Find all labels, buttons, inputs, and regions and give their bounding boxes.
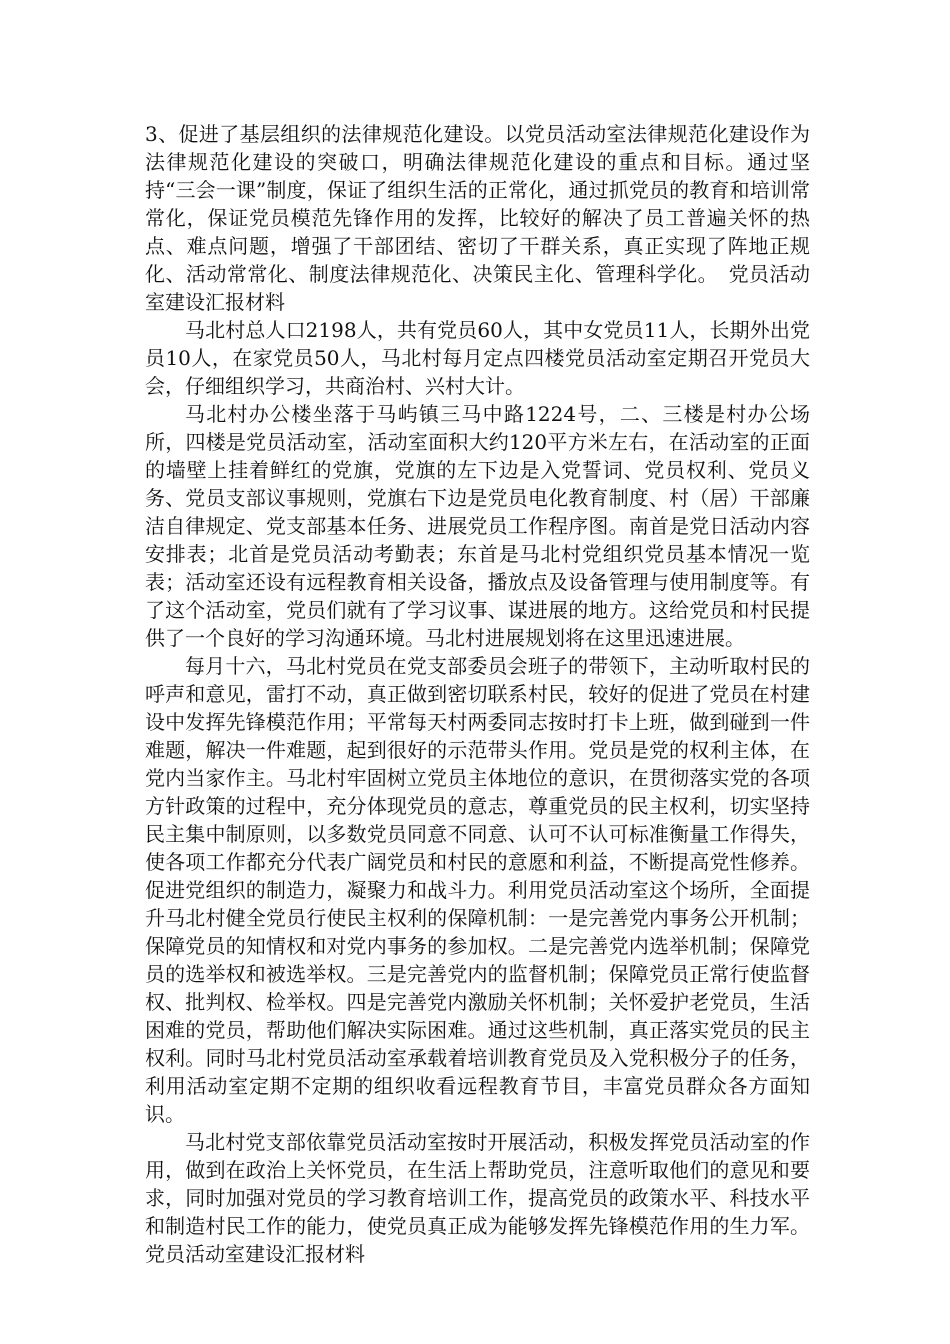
paragraph-branch-work: 马北村党支部依靠党员活动室按时开展活动，积极发挥党员活动室的作用，做到在政治上关怀党员，在生活上帮助党员，注意听取他们的意见和要求，同时加强对党员的学习教育培训工作，提高党员的政策水平、科技水平和制造村民工作的能力，使党员真正成为能够发挥先锋模范作用的生力军。党员活动室建设汇报材料	[145, 1130, 810, 1266]
paragraph-activity-room: 马北村办公楼坐落于马屿镇三马中路1224号，二、三楼是村办公场所，四楼是党员活动室，活动室面积大约120平方米左右，在活动室的正面的墙壁上挂着鲜红的党旗，党旗的左下边是入党誓词、党员权利、党员义务、党员支部议事规则，党旗右下边是党员电化教育制度、村（居）干部廉洁自律规定、党支部基本任务、进展党员工作程序图。南首是党日活动内容安排表；北首是党员活动考勤表；东首是马北村党组织党员基本情况一览表；活动室还设有远程教育相关设备，播放点及设备管理与使用制度等。有了这个活动室，党员们就有了学习议事、谋进展的地方。这给党员和村民提供了一个良好的学习沟通环境。马北村进展规划将在这里迅速进展。	[145, 402, 810, 650]
document-body	[145, 120, 810, 1268]
paragraph-village-population: 马北村总人口2198人，共有党员60人，其中女党员11人，长期外出党员10人，在家党员50人，马北村每月定点四楼党员活动室定期召开党员大会，仔细组织学习，共商治村、兴村大计。	[145, 318, 810, 398]
paragraph-legal-construction: 3、促进了基层组织的法律规范化建设。以党员活动室法律规范化建设作为法律规范化建设的突破口，明确法律规范化建设的重点和目标。通过坚持“三会一课”制度，保证了组织生活的正常化，通过抓党员的教育和培训常常化，保证党员模范先锋作用的发挥，比较好的解决了员工普遍关怀的热点、难点问题，增强了干部团结、密切了干群关系，真正实现了阵地正规化、活动常常化、制度法律规范化、决策民主化、管理科学化。 党员活动室建设汇报材料	[145, 122, 810, 314]
paragraph-monthly-activities: 每月十六，马北村党员在党支部委员会班子的带领下，主动听取村民的呼声和意见，雷打不动，真正做到密切联系村民，较好的促进了党员在村建设中发挥先锋模范作用；平常每天村两委同志按时打卡上班，做到碰到一件难题，解决一件难题，起到很好的示范带头作用。党员是党的权利主体，在党内当家作主。马北村牢固树立党员主体地位的意识，在贯彻落实党的各项方针政策的过程中，充分体现党员的意志，尊重党员的民主权利，切实坚持民主集中制原则，以多数党员同意不同意、认可不认可标准衡量工作得失，使各项工作都充分代表广阔党员和村民的意愿和利益，不断提高党性修养。促进党组织的制造力，凝聚力和战斗力。利用党员活动室这个场所，全面提升马北村健全党员行使民主权利的保障机制：一是完善党内事务公开机制；保障党员的知情权和对党内事务的参加权。二是完善党内选举机制；保障党员的选举权和被选举权。三是完善党内的监督机制；保障党员正常行使监督权、批判权、检举权。四是完善党内激励关怀机制；关怀爱护老党员，生活困难的党员，帮助他们解决实际困难。通过这些机制，真正落实党员的民主权利。同时马北村党员活动室承载着培训教育党员及入党积极分子的任务，利用活动室定期不定期的组织收看远程教育节目，丰富党员群众各方面知识。	[145, 654, 810, 1126]
